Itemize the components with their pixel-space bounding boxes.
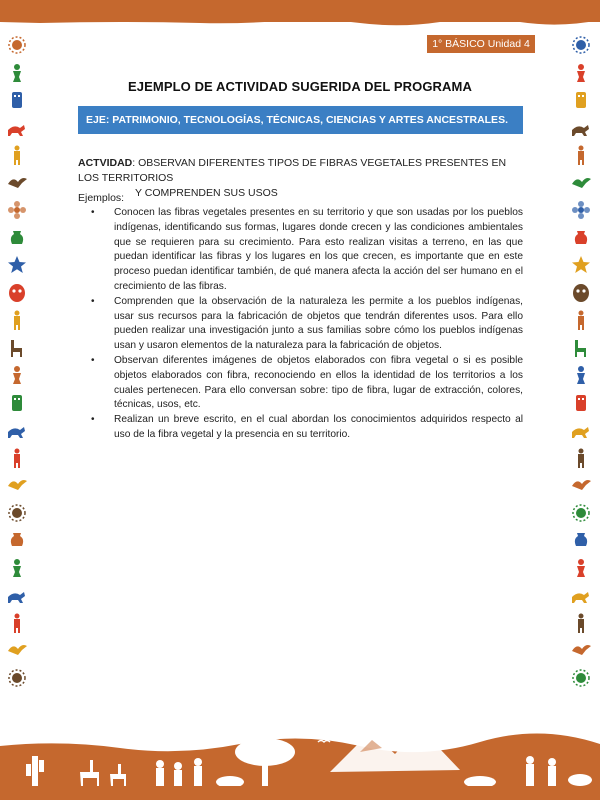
warrior-icon [6,309,28,331]
unit-tag: 1° BÁSICO Unidad 4 [427,35,535,53]
figure-icon [6,364,28,386]
pot-icon [570,529,592,551]
activity-text-1: : OBSERVAN DIFERENTES TIPOS DE FIBRAS VEGETALES PRESENTES EN LOS TERRITORIOS [78,157,507,184]
figure-icon [570,557,592,579]
pot-icon [6,227,28,249]
bullet-icon: • [91,414,95,426]
fox-icon [570,117,592,139]
bird-icon [6,474,28,496]
activity-block [78,156,528,201]
fox-icon [6,117,28,139]
sun-icon [570,34,592,56]
bird-icon [570,172,592,194]
totem-icon [6,89,28,111]
figure-icon [570,364,592,386]
list-item [88,413,523,443]
activity-text-2: Y COMPRENDEN SUS USOS [135,187,278,199]
footer-landscape [0,712,600,800]
list-item [88,295,523,354]
fox-icon [570,584,592,606]
totem-icon [6,392,28,414]
totem-icon [570,392,592,414]
left-decoration-column [6,34,28,694]
examples-label: Ejemplos: [78,192,125,204]
warrior-icon [6,144,28,166]
list-item-text: Conocen las fibras vegetales presentes en su territorio y que son usadas por los pueblos indígenas, identificando sus formas, lugares donde crecen y las condiciones ambientales que se requieren para su crecimiento. Para esto realizan visitas a terreno, en las que puedan identificar las fibras y los lugares en los que crecen, es importante que en este proceso puedan identificar también, de qué manera afecta la acción del ser humano en el crecimiento de las fibras. [114,207,523,292]
fox-icon [6,584,28,606]
figure-icon [6,62,28,84]
bird-icon [6,172,28,194]
bird-icon [570,639,592,661]
warrior-icon [570,447,592,469]
sun-icon [570,502,592,524]
sun-icon [570,667,592,689]
list-item-text: Observan diferentes imágenes de objetos elaborados con fibra vegetal o si es posible objetos elaborados con fibra, reconociendo en ellos la identidad de los territorios a los cuales pertenecen. Para ello conversan sobre: tipo de fibra, lugar de extracción, colores, técnicas, usos, etc. [114,354,523,411]
pot-icon [6,529,28,551]
header-wave [0,14,600,30]
sun-icon [6,502,28,524]
mask-icon [6,282,28,304]
fox-icon [6,419,28,441]
bullet-icon: • [91,295,95,307]
sun-icon [6,34,28,56]
star-icon [570,254,592,276]
warrior-icon [570,612,592,634]
star-icon [6,254,28,276]
flower-icon [6,199,28,221]
warrior-icon [570,309,592,331]
bullet-icon: • [91,207,95,218]
bird-icon [570,474,592,496]
warrior-icon [6,447,28,469]
list-item [88,354,523,413]
mask-icon [570,282,592,304]
bullet-icon: • [91,354,95,366]
right-decoration-column [570,34,592,694]
warrior-icon [6,612,28,634]
fox-icon [570,419,592,441]
sun-icon [6,667,28,689]
header-band [0,0,600,22]
llama-icon [6,337,28,359]
activity-label: ACTVIDAD [78,157,133,169]
llama-icon [570,337,592,359]
bird-icon [6,639,28,661]
axis-heading: EJE: PATRIMONIO, TECNOLOGÍAS, TÉCNICAS, CIENCIAS Y ARTES ANCESTRALES. [78,106,523,134]
warrior-icon [570,144,592,166]
figure-icon [570,62,592,84]
totem-icon [570,89,592,111]
page-title: EJEMPLO DE ACTIVIDAD SUGERIDA DEL PROGRAMA [128,79,472,94]
activity-line-1 [78,156,528,186]
list-item-text: Realizan un breve escrito, en el cual abordan los conocimientos adquiridos respecto al uso de la fibra vegetal y la presencia en su territorio. [114,414,523,440]
pot-icon [570,227,592,249]
flower-icon [570,199,592,221]
list-item [88,206,523,295]
examples-list [88,206,523,443]
figure-icon [6,557,28,579]
list-item-text: Comprenden que la observación de la naturaleza les permite a los pueblos indígenas, usar sus recursos para la fabricación de objetos que tendrán diferentes usos. Para ello pueden realizar una investigación junto a sus familias sobre cómo los pueblos indígenas usan y usaron elementos de la naturaleza para la fabricación de objetos. [114,295,523,352]
